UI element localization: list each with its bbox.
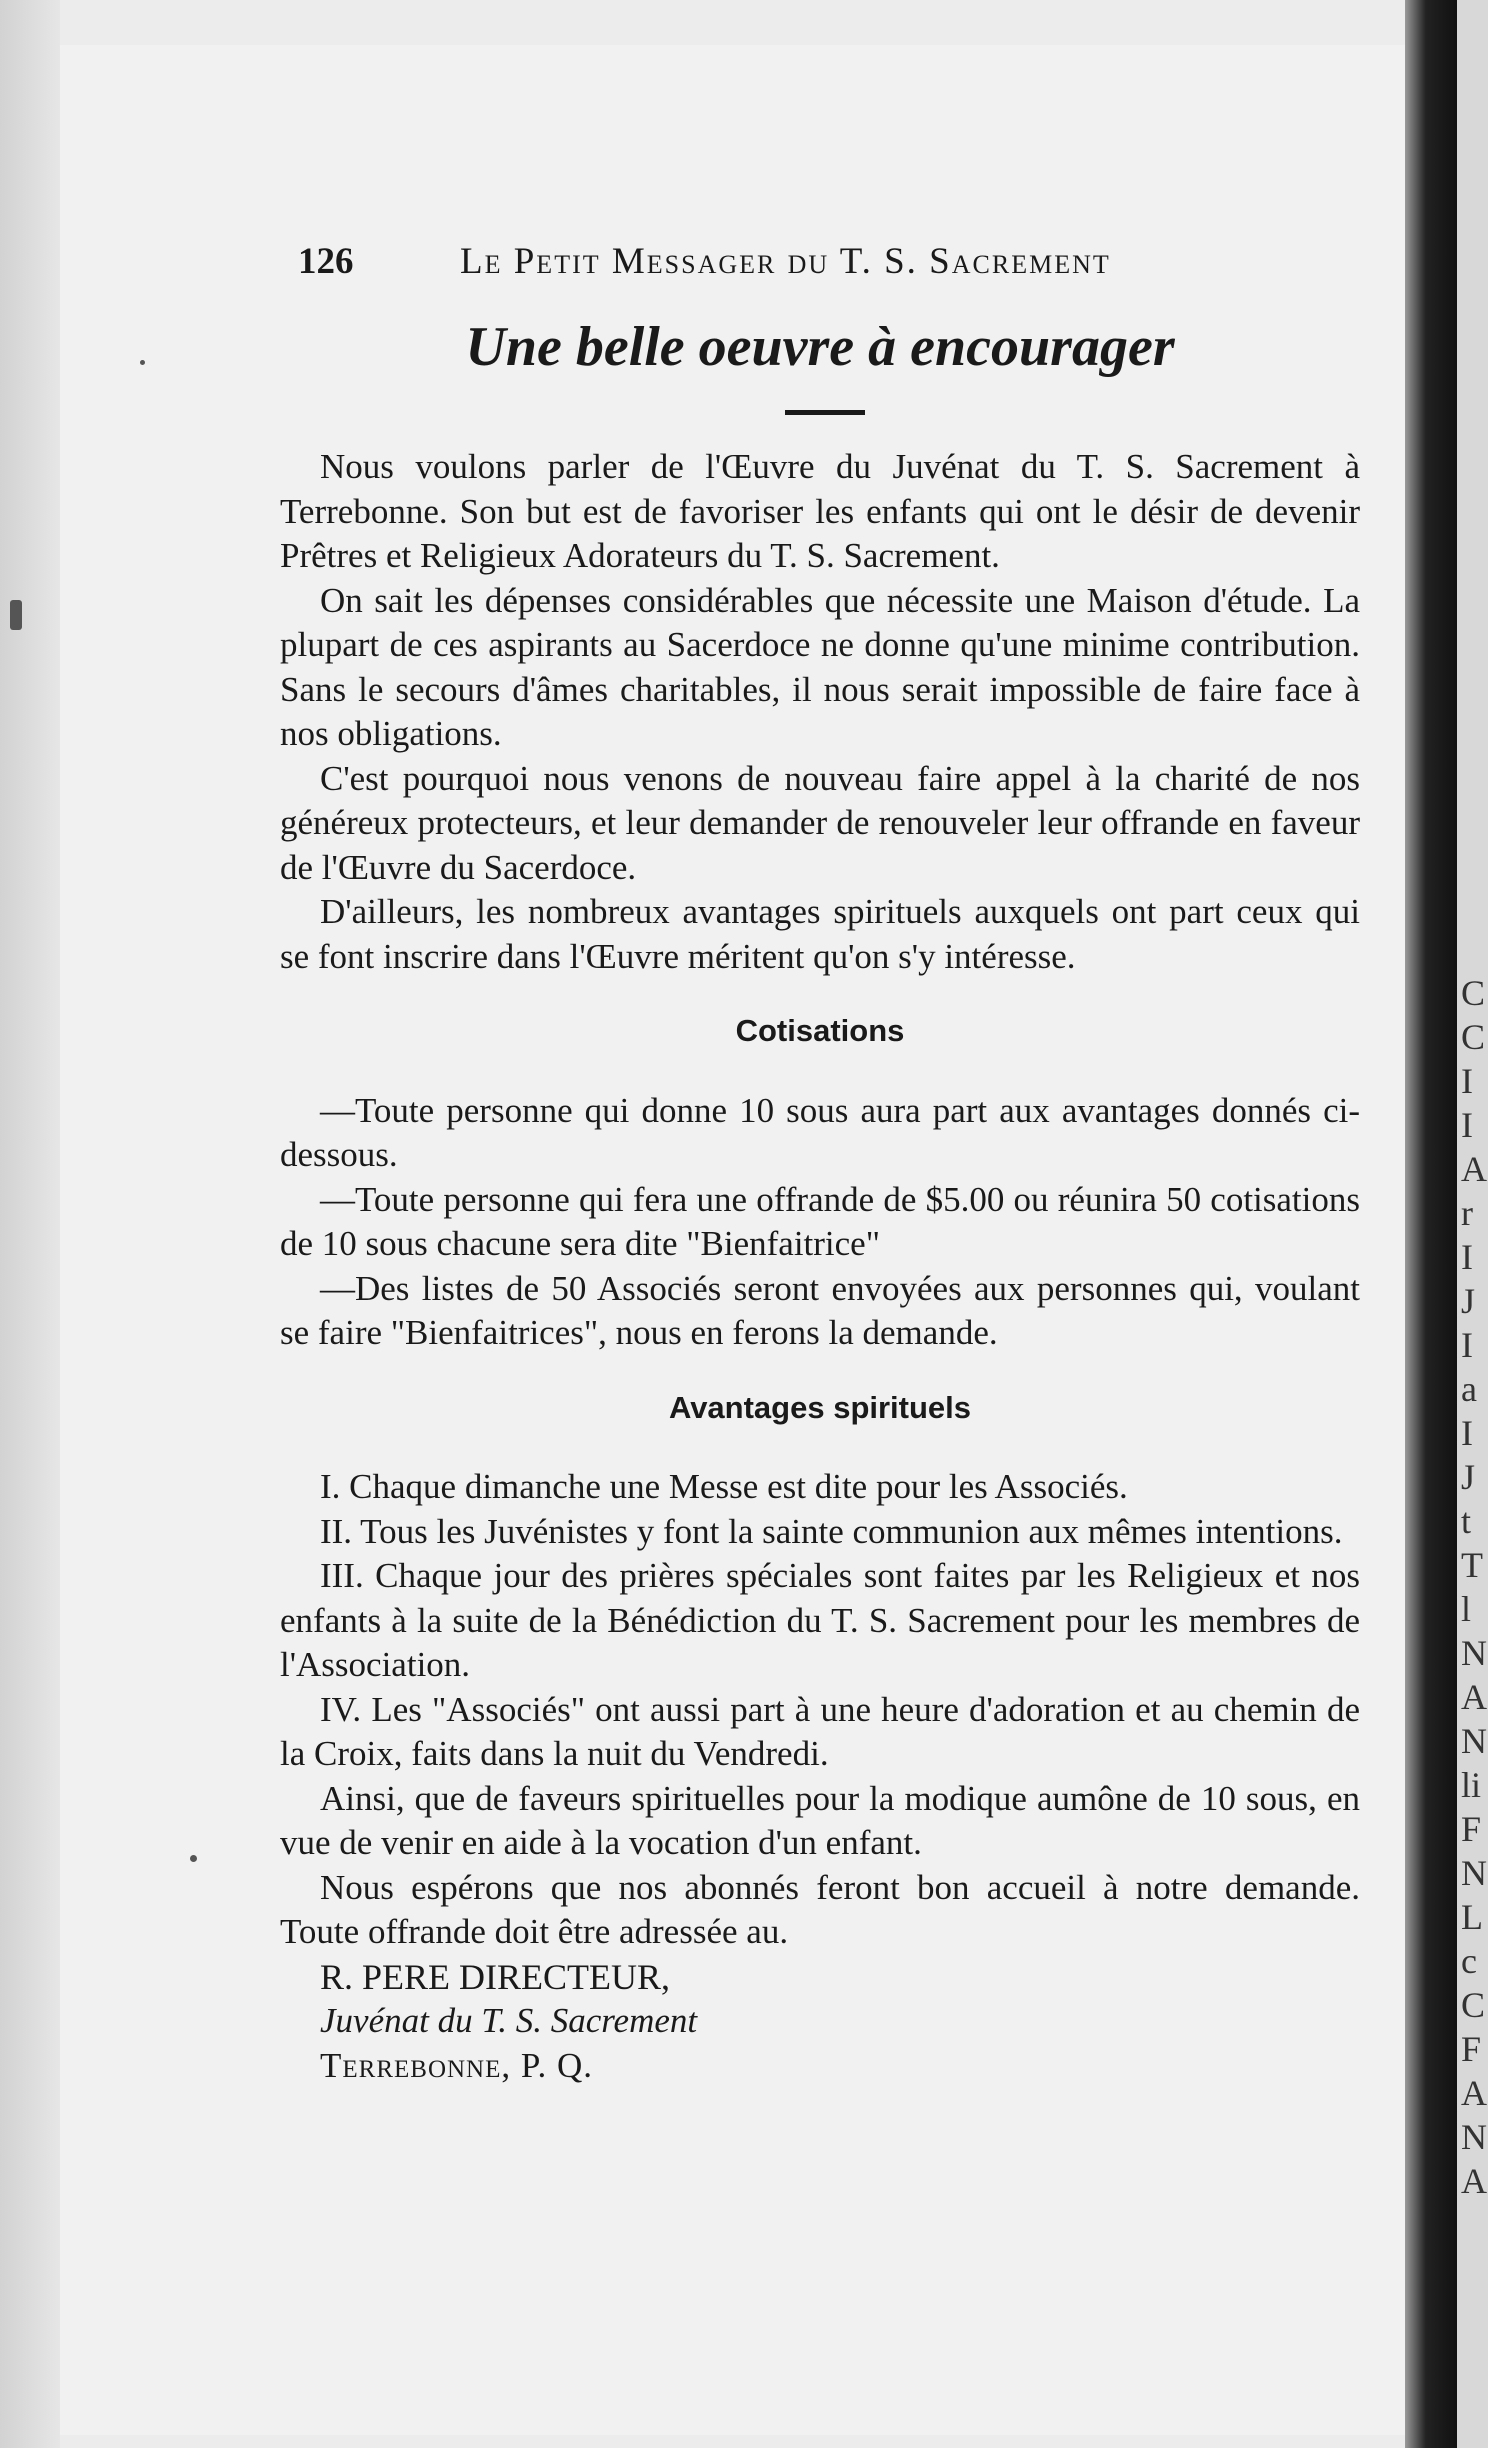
adjacent-page-letter: F bbox=[1461, 2029, 1482, 2069]
adjacent-page-letter: J bbox=[1461, 1281, 1476, 1321]
article-title: Une belle oeuvre à encourager bbox=[465, 316, 1175, 378]
signature-location: Terrebonne, P. Q. bbox=[320, 2045, 593, 2085]
print-speck bbox=[190, 1855, 197, 1862]
avantage-item: IV. Les "Associés" ont aussi part à une heure d'adoration et au chemin de la Croix, faits dans la nuit du Vendredi. bbox=[280, 1689, 1360, 1773]
adjacent-page-letter: C bbox=[1461, 1985, 1486, 2025]
running-head bbox=[280, 240, 1360, 290]
adjacent-page-letter: a bbox=[1461, 1369, 1477, 1409]
avantage-item: Nous espérons que nos abonnés feront bon accueil à notre demande. Toute offrande doit être adressée au. bbox=[280, 1867, 1360, 1951]
running-title: Le Petit Messager du T. S. Sacrement bbox=[460, 241, 1111, 282]
adjacent-page-letter: c bbox=[1461, 1941, 1477, 1981]
adjacent-page-letter: I bbox=[1461, 1413, 1473, 1453]
adjacent-page-letter: A bbox=[1461, 2161, 1487, 2201]
section-heading-avantages: Avantages spirituels bbox=[668, 1389, 972, 1425]
adjacent-page-letter: J bbox=[1461, 1457, 1476, 1497]
adjacent-page-letter: N bbox=[1461, 1633, 1487, 1673]
adjacent-page-letter: N bbox=[1461, 1721, 1487, 1761]
adjacent-page-letter: I bbox=[1461, 1325, 1473, 1365]
adjacent-page-letter: A bbox=[1461, 1677, 1487, 1717]
book-gutter bbox=[1405, 0, 1457, 2448]
adjacent-page-letter: C bbox=[1461, 973, 1486, 1013]
paragraph: D'ailleurs, les nombreux avantages spirituels auxquels ont part ceux qui se font inscrire dans l'Œuvre méritent qu'on s'y intéresse. bbox=[280, 892, 1360, 976]
adjacent-page-letter: li bbox=[1461, 1765, 1482, 1805]
cotisation-item: —Des listes de 50 Associés seront envoyées aux personnes qui, voulant se faire "Bienfaitrices", nous en ferons la demande. bbox=[280, 1268, 1360, 1352]
signature-name: R. PERE DIRECTEUR, bbox=[320, 1956, 671, 1997]
section-heading-cotisations: Cotisations bbox=[735, 1013, 905, 1048]
paragraph: On sait les dépenses considérables que nécessite une Maison d'étude. La plupart de ces aspirants au Sacerdoce ne donne qu'une minime contribution. Sans le secours d'âmes charitables, il nous serait impossible de faire face à nos obligations. bbox=[280, 580, 1360, 753]
avantage-item: Ainsi, que de faveurs spirituelles pour la modique aumône de 10 sous, en vue de venir en aide à la vocation d'un enfant. bbox=[280, 1778, 1360, 1862]
adjacent-page-letter: N bbox=[1461, 1853, 1487, 1893]
cotisation-item: —Toute personne qui donne 10 sous aura part aux avantages donnés ci-dessous. bbox=[280, 1090, 1360, 1174]
paragraph: Nous voulons parler de l'Œuvre du Juvénat du T. S. Sacrement à Terrebonne. Son but est de favoriser les enfants qui ont le désir de devenir Prêtres et Religieux Adorateurs du T. S. Sacrement. bbox=[280, 447, 1360, 575]
book-binding bbox=[0, 0, 60, 2448]
adjacent-page-letter: t bbox=[1461, 1501, 1472, 1541]
avantage-item: II. Tous les Juvénistes y font la sainte communion aux mêmes intentions. bbox=[320, 1511, 1343, 1551]
cotisation-item: —Toute personne qui fera une offrande de $5.00 ou réunira 50 cotisations de 10 sous chacune sera dite "Bienfaitrice" bbox=[280, 1179, 1360, 1263]
adjacent-page-letter: I bbox=[1461, 1237, 1473, 1277]
adjacent-page-letter: l bbox=[1461, 1589, 1472, 1629]
avantage-item: I. Chaque dimanche une Messe est dite pour les Associés. bbox=[320, 1467, 1128, 1506]
adjacent-page-letter: r bbox=[1461, 1193, 1473, 1233]
signature-institution: Juvénat du T. S. Sacrement bbox=[320, 2001, 698, 2040]
title-rule bbox=[785, 410, 865, 415]
article-body bbox=[280, 445, 1360, 2088]
paragraph: C'est pourquoi nous venons de nouveau faire appel à la charité de nos généreux protecteurs, et leur demander de renouveler leur offrande en faveur de l'Œuvre du Sacerdoce. bbox=[280, 758, 1360, 887]
adjacent-page-edge bbox=[1457, 0, 1488, 2448]
avantage-item: III. Chaque jour des prières spéciales sont faites par les Religieux et nos enfants à la suite de la Bénédiction du T. S. Sacrement pour les membres de l'Association. bbox=[280, 1556, 1360, 1684]
adjacent-page-letter: I bbox=[1461, 1105, 1473, 1145]
print-speck bbox=[10, 600, 22, 630]
adjacent-page-letter: A bbox=[1461, 2073, 1487, 2113]
adjacent-page-letter: A bbox=[1461, 1149, 1487, 1189]
adjacent-page-letter: L bbox=[1461, 1897, 1483, 1937]
adjacent-page-letter: I bbox=[1461, 1061, 1473, 1101]
adjacent-page-letter: N bbox=[1461, 2117, 1487, 2157]
print-speck bbox=[140, 360, 145, 365]
adjacent-page-letter: F bbox=[1461, 1809, 1482, 1849]
page-number: 126 bbox=[298, 241, 354, 282]
adjacent-page-letter: C bbox=[1461, 1017, 1486, 1057]
adjacent-page-letter: T bbox=[1461, 1545, 1483, 1585]
